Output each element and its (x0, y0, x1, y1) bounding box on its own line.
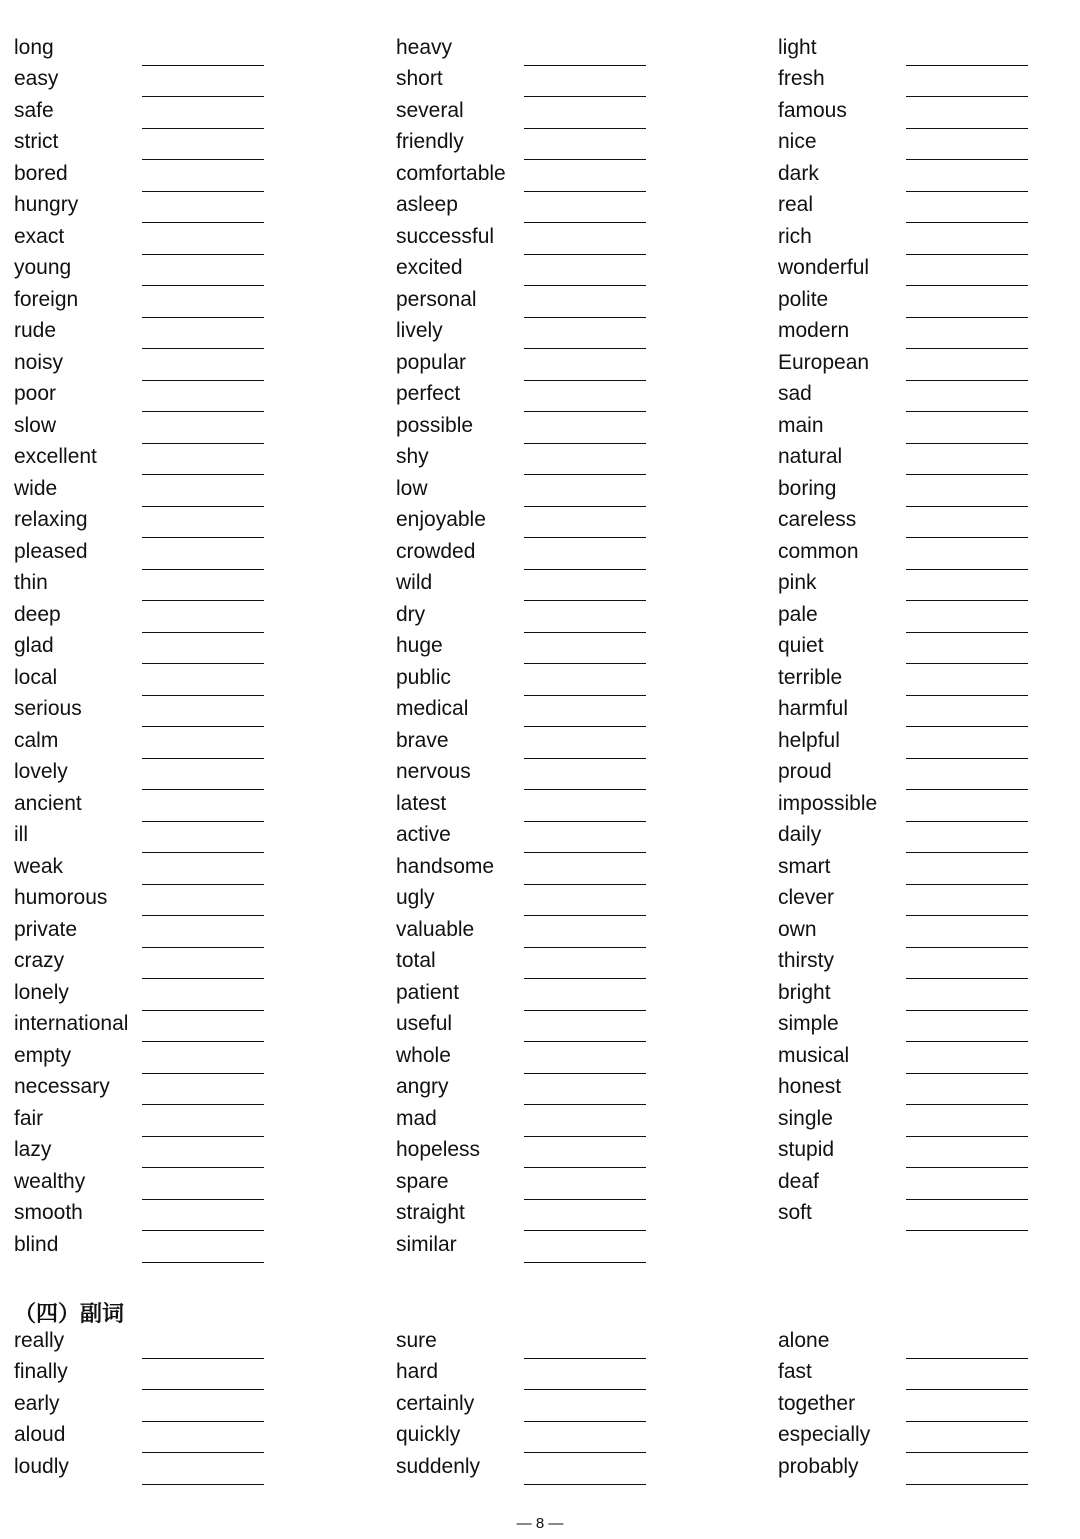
adjective-word: personal (396, 287, 477, 311)
adjective-row (396, 192, 696, 224)
adjective-row (396, 664, 696, 696)
adjective-word: careless (778, 508, 857, 531)
answer-blank[interactable] (906, 1230, 1028, 1231)
adjective-word: patient (396, 980, 460, 1004)
adjective-word: excellent (14, 445, 97, 468)
adjective-row (14, 696, 314, 728)
adjective-word: clever (778, 886, 835, 909)
adjective-word: nice (778, 130, 817, 153)
adjective-word: soft (778, 1201, 812, 1224)
adjective-row (778, 885, 1078, 917)
adjective-row (14, 822, 314, 854)
adjective-word: relaxing (14, 508, 88, 531)
adjective-word: low (396, 476, 428, 500)
adjective-word: lovely (14, 760, 68, 783)
adjective-row (14, 1200, 314, 1232)
adverb-row (14, 1422, 314, 1454)
adjective-row (14, 223, 314, 255)
adjective-word: wonderful (778, 256, 870, 279)
adjective-row (396, 853, 696, 885)
adjective-word: deaf (778, 1169, 819, 1193)
adjective-row (778, 1168, 1078, 1200)
adjective-word: bored (14, 161, 68, 185)
adjective-word: stupid (778, 1138, 835, 1161)
adjective-word: humorous (14, 886, 108, 909)
adjective-word: dark (778, 161, 819, 185)
adjective-word: pink (778, 571, 817, 594)
adjective-row (778, 1042, 1078, 1074)
answer-blank[interactable] (524, 1484, 646, 1485)
adjective-word: glad (14, 634, 54, 657)
adjective-word: total (396, 949, 436, 972)
adjective-row (396, 538, 696, 570)
adjective-row (14, 759, 314, 791)
adjective-word: similar (396, 1232, 457, 1256)
page-number: — 8 — (516, 1515, 564, 1532)
adjective-row (14, 948, 314, 980)
adjective-row (778, 412, 1078, 444)
adjective-row (14, 192, 314, 224)
adjective-row (14, 129, 314, 161)
adverb-row (14, 1453, 314, 1485)
adjective-word: brave (396, 728, 449, 752)
adjective-word: terrible (778, 665, 843, 689)
adjective-row (396, 223, 696, 255)
adjective-row (396, 1231, 696, 1263)
adverb-row (396, 1422, 696, 1454)
adverb-row (778, 1327, 1078, 1359)
adjective-word: daily (778, 823, 822, 846)
adjective-row (396, 255, 696, 287)
adjective-word: real (778, 193, 814, 216)
adverb-row (778, 1390, 1078, 1422)
adjective-word: spare (396, 1169, 449, 1193)
adverb-row (14, 1359, 314, 1391)
adjective-row (14, 444, 314, 476)
adjective-word: weak (14, 854, 64, 878)
adjective-row (778, 475, 1078, 507)
adjective-word: huge (396, 634, 443, 657)
adjective-word: light (778, 35, 817, 59)
adjective-row (778, 66, 1078, 98)
adverb-word: together (778, 1391, 856, 1415)
adverb-word: probably (778, 1454, 859, 1478)
adjective-word: crowded (396, 539, 476, 563)
adjective-row (778, 160, 1078, 192)
adjective-word: boring (778, 476, 837, 500)
adjective-row (778, 601, 1078, 633)
adjective-word: lively (396, 319, 443, 342)
adjective-word: easy (14, 67, 59, 90)
adjective-word: strict (14, 130, 59, 153)
adjective-row (396, 1105, 696, 1137)
adjective-row (396, 822, 696, 854)
adjective-word: private (14, 917, 78, 941)
adjective-row (778, 318, 1078, 350)
adjective-row (14, 916, 314, 948)
adjective-row (14, 727, 314, 759)
adjective-row (14, 1042, 314, 1074)
adverb-word: loudly (14, 1454, 69, 1478)
adjective-row (14, 1168, 314, 1200)
adjective-word: exact (14, 224, 65, 248)
adjective-word: straight (396, 1201, 465, 1224)
adjective-row (14, 601, 314, 633)
adjective-row (14, 349, 314, 381)
adjective-word: international (14, 1012, 129, 1035)
adjective-row (396, 412, 696, 444)
adverb-word: really (14, 1328, 65, 1352)
adverb-row (396, 1390, 696, 1422)
adverb-row (396, 1327, 696, 1359)
adjective-row (14, 318, 314, 350)
adjective-word: hopeless (396, 1138, 481, 1161)
adjective-row (396, 286, 696, 318)
adjective-word: young (14, 256, 72, 279)
adjective-row (778, 1137, 1078, 1169)
adjective-row (396, 1074, 696, 1106)
adjective-row (14, 160, 314, 192)
adjective-row (778, 633, 1078, 665)
adjective-word: deep (14, 602, 61, 626)
adjective-row (396, 601, 696, 633)
adjective-word: noisy (14, 350, 64, 374)
adjective-word: famous (778, 98, 847, 122)
adjective-row (396, 979, 696, 1011)
adjective-row (396, 475, 696, 507)
adjective-word: perfect (396, 382, 461, 405)
adjective-row (14, 1137, 314, 1169)
adverb-word: certainly (396, 1391, 475, 1415)
adjective-row (778, 1200, 1078, 1232)
adjective-row (14, 979, 314, 1011)
adverb-word: sure (396, 1328, 437, 1352)
adjective-row (14, 1074, 314, 1106)
adjective-row (14, 1105, 314, 1137)
adjective-word: own (778, 917, 817, 941)
adjective-row (396, 696, 696, 728)
adjective-word: angry (396, 1075, 449, 1098)
adjective-row (396, 633, 696, 665)
adjective-word: medical (396, 697, 469, 720)
adjective-row (396, 129, 696, 161)
adjective-word: slow (14, 413, 57, 437)
adjective-word: lazy (14, 1138, 52, 1161)
adjective-word: handsome (396, 854, 495, 878)
adjective-row (396, 66, 696, 98)
adjective-word: latest (396, 791, 447, 815)
adjective-row (396, 318, 696, 350)
adjective-word: valuable (396, 917, 475, 941)
adjective-row (14, 34, 314, 66)
adverb-row (778, 1422, 1078, 1454)
adjective-row (14, 853, 314, 885)
adjective-row (778, 790, 1078, 822)
adjective-word: European (778, 350, 870, 374)
answer-blank[interactable] (906, 1484, 1028, 1485)
adjective-word: serious (14, 697, 82, 720)
adjective-row (14, 790, 314, 822)
adverb-word: early (14, 1391, 60, 1415)
adjective-word: shy (396, 445, 429, 468)
adjective-row (14, 255, 314, 287)
adjective-row (396, 1200, 696, 1232)
adjective-row (14, 507, 314, 539)
adjective-word: useful (396, 1012, 453, 1035)
adjective-row (778, 507, 1078, 539)
adjective-row (396, 948, 696, 980)
adjective-row (778, 1105, 1078, 1137)
adverb-word: suddenly (396, 1454, 481, 1478)
adjective-word: thin (14, 571, 48, 594)
adjective-word: thirsty (778, 949, 835, 972)
adjective-word: mad (396, 1106, 437, 1130)
adjective-row (778, 979, 1078, 1011)
adjective-word: impossible (778, 791, 878, 815)
answer-blank[interactable] (142, 1484, 264, 1485)
adjective-word: wild (396, 571, 433, 594)
adjective-word: sad (778, 382, 812, 405)
adjective-row (778, 727, 1078, 759)
adjective-row (778, 129, 1078, 161)
adjective-word: wealthy (14, 1169, 86, 1193)
adjective-row (396, 790, 696, 822)
adjective-row (778, 822, 1078, 854)
adjective-row (14, 664, 314, 696)
adjective-row (396, 1042, 696, 1074)
adjective-word: smooth (14, 1201, 83, 1224)
adjective-row (14, 885, 314, 917)
adjective-word: musical (778, 1043, 850, 1067)
adjective-row (778, 381, 1078, 413)
adjective-word: long (14, 35, 54, 59)
adjective-word: proud (778, 760, 832, 783)
adjective-word: smart (778, 854, 831, 878)
adjective-word: lonely (14, 980, 69, 1004)
adverb-word: aloud (14, 1423, 66, 1446)
adjective-row (14, 1231, 314, 1263)
adjective-row (396, 759, 696, 791)
adjective-row (396, 34, 696, 66)
adjective-row (14, 412, 314, 444)
adjective-row (396, 1011, 696, 1043)
adverb-row (778, 1453, 1078, 1485)
adjective-word: common (778, 539, 859, 563)
adjective-word: empty (14, 1043, 72, 1067)
adjective-word: fresh (778, 67, 825, 90)
adjective-word: ugly (396, 886, 435, 909)
adjective-word: popular (396, 350, 467, 374)
adjective-row (14, 538, 314, 570)
adjective-word: poor (14, 382, 57, 405)
adjective-row (14, 381, 314, 413)
adjective-word: rude (14, 319, 57, 342)
adjective-word: fair (14, 1106, 44, 1130)
adjective-row (778, 570, 1078, 602)
adjective-word: pale (778, 602, 818, 626)
adjective-word: polite (778, 287, 829, 311)
adjective-word: enjoyable (396, 508, 486, 531)
adjective-row (396, 570, 696, 602)
adjective-word: modern (778, 319, 850, 342)
adjective-row (778, 1074, 1078, 1106)
adjective-row (778, 1011, 1078, 1043)
adverb-row (14, 1327, 314, 1359)
adjective-word: crazy (14, 949, 65, 972)
adverb-word: alone (778, 1328, 830, 1352)
adverb-word: especially (778, 1423, 871, 1446)
adjective-row (396, 349, 696, 381)
adjective-row (396, 97, 696, 129)
adjective-word: dry (396, 602, 426, 626)
adjective-word: harmful (778, 697, 849, 720)
adverb-word: fast (778, 1360, 812, 1383)
adjective-word: ill (14, 823, 28, 846)
adjective-row (778, 349, 1078, 381)
adjective-row (396, 160, 696, 192)
adjective-word: comfortable (396, 161, 506, 185)
adverb-word: finally (14, 1360, 68, 1383)
adjective-word: calm (14, 728, 59, 752)
adjective-word: friendly (396, 130, 464, 153)
adjective-word: successful (396, 224, 495, 248)
adjective-row (778, 255, 1078, 287)
adjective-row (396, 1137, 696, 1169)
adjective-row (778, 916, 1078, 948)
adjective-row (396, 916, 696, 948)
adjective-row (14, 286, 314, 318)
adjective-row (778, 97, 1078, 129)
adjective-word: bright (778, 980, 831, 1004)
adjective-word: blind (14, 1232, 59, 1256)
adjective-word: ancient (14, 791, 82, 815)
adjective-word: quiet (778, 634, 824, 657)
answer-blank[interactable] (524, 1262, 646, 1263)
adjective-row (778, 286, 1078, 318)
adjective-word: safe (14, 98, 54, 122)
adjective-row (14, 475, 314, 507)
adjective-row (778, 759, 1078, 791)
adjective-word: heavy (396, 35, 453, 59)
adverb-word: hard (396, 1360, 439, 1383)
adjective-row (396, 727, 696, 759)
adjective-word: natural (778, 445, 843, 468)
adjective-word: rich (778, 224, 812, 248)
adjective-word: foreign (14, 287, 79, 311)
adjective-row (14, 570, 314, 602)
adjective-row (14, 633, 314, 665)
adjective-row (14, 97, 314, 129)
adjective-word: short (396, 67, 443, 90)
adjective-row (778, 696, 1078, 728)
adjective-word: simple (778, 1012, 839, 1035)
adjective-row (14, 1011, 314, 1043)
adjective-row (396, 1168, 696, 1200)
adjective-row (778, 948, 1078, 980)
adjective-word: active (396, 823, 451, 846)
adjective-word: public (396, 665, 451, 689)
adjective-row (14, 66, 314, 98)
adjective-word: several (396, 98, 464, 122)
adjective-word: excited (396, 256, 463, 279)
adjective-word: possible (396, 413, 474, 437)
adverb-row (396, 1453, 696, 1485)
adjective-word: nervous (396, 760, 471, 783)
adjective-row (396, 507, 696, 539)
adjective-row (396, 381, 696, 413)
adjective-row (396, 444, 696, 476)
adjective-word: single (778, 1106, 833, 1130)
adjective-word: hungry (14, 193, 79, 216)
adjective-word: helpful (778, 728, 840, 752)
adjective-row (778, 853, 1078, 885)
adjective-word: wide (14, 476, 58, 500)
adjective-row (778, 664, 1078, 696)
adjective-word: whole (396, 1043, 451, 1067)
adjective-row (396, 885, 696, 917)
adjective-word: asleep (396, 193, 458, 216)
adjective-word: honest (778, 1075, 842, 1098)
adverb-row (778, 1359, 1078, 1391)
adverb-row (396, 1359, 696, 1391)
adjective-row (778, 192, 1078, 224)
adjective-row (778, 34, 1078, 66)
adverb-row (14, 1390, 314, 1422)
adjective-row (778, 223, 1078, 255)
adjective-word: local (14, 665, 58, 689)
adverb-section-heading: （四）副词 (14, 1301, 125, 1327)
adjective-row (778, 444, 1078, 476)
adjective-row (778, 538, 1078, 570)
adjective-word: necessary (14, 1075, 110, 1098)
adverb-word: quickly (396, 1423, 461, 1446)
answer-blank[interactable] (142, 1262, 264, 1263)
adjective-word: pleased (14, 539, 88, 563)
adjective-word: main (778, 413, 824, 437)
